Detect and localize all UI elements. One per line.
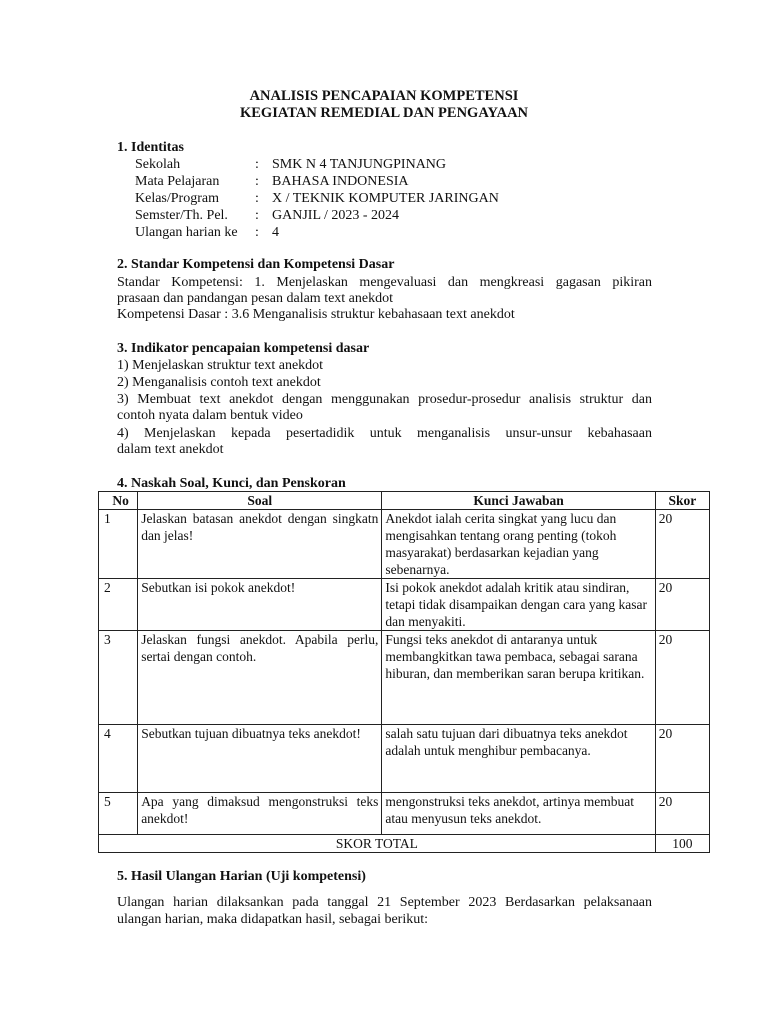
table-row: [99, 725, 710, 793]
table-row: [99, 579, 710, 631]
cell-skor: 20: [655, 510, 709, 579]
cell-soal: Sebutkan isi pokok anekdot!: [138, 579, 382, 631]
indicator-item-1: 1) Menjelaskan struktur text anekdot: [117, 358, 324, 373]
cell-no: 3: [99, 631, 138, 725]
results-paragraph-line-1: Ulangan harian dilaksankan pada tanggal 21 September 2023 Berdasarkan pelaksanaan: [117, 895, 652, 910]
standard-competency-line-1: Standar Kompetensi: 1. Menjelaskan mengevaluasi dan mengkreasi gagasan pikiran: [117, 275, 652, 290]
total-label: SKOR TOTAL: [99, 835, 656, 853]
total-value: 100: [655, 835, 709, 853]
section-5-heading: 5. Hasil Ulangan Harian (Uji kompetensi): [117, 869, 366, 884]
cell-skor: 20: [655, 631, 709, 725]
cell-no: 2: [99, 579, 138, 631]
results-paragraph-line-2: ulangan harian, maka didapatkan hasil, sebagai berikut:: [117, 912, 429, 927]
cell-no: 4: [99, 725, 138, 793]
identity-row-subject: [135, 173, 635, 190]
identity-colon: :: [255, 157, 259, 172]
identity-row-semester: [135, 207, 635, 224]
identity-label: Sekolah: [135, 157, 181, 172]
cell-kunci: Isi pokok anekdot adalah kritik atau sindiran, tetapi tidak disampaikan dengan cara yang kasar dan menyakiti.: [382, 579, 655, 631]
title-line-2: KEGIATAN REMEDIAL DAN PENGAYAAN: [239, 105, 529, 121]
total-row: [99, 835, 710, 853]
section-4-heading: 4. Naskah Soal, Kunci, dan Penskoran: [117, 476, 346, 491]
header-kunci: Kunci Jawaban: [382, 492, 655, 510]
header-skor: Skor: [655, 492, 709, 510]
cell-no: 5: [99, 793, 138, 835]
table-row: [99, 793, 710, 835]
cell-soal: Sebutkan tujuan dibuatnya teks anekdot!: [138, 725, 382, 793]
table-row: [99, 631, 710, 725]
cell-no: 1: [99, 510, 138, 579]
title-line-1: ANALISIS PENCAPAIAN KOMPETENSI: [249, 88, 519, 104]
indicator-item-2: 2) Menganalisis contoh text anekdot: [117, 375, 321, 390]
identity-value: BAHASA INDONESIA: [272, 174, 409, 189]
cell-skor: 20: [655, 579, 709, 631]
identity-row-school: [135, 156, 635, 173]
cell-kunci: salah satu tujuan dari dibuatnya teks anekdot adalah untuk menghibur pembacanya.: [382, 725, 655, 793]
header-soal: Soal: [138, 492, 382, 510]
indicator-item-4-line-2: dalam text anekdot: [117, 442, 224, 457]
cell-soal: Apa yang dimaksud mengonstruksi teks anekdot!: [138, 793, 382, 835]
identity-colon: :: [255, 225, 259, 240]
identity-colon: :: [255, 174, 259, 189]
section-2-heading: 2. Standar Kompetensi dan Kompetensi Dasar: [117, 257, 395, 272]
question-table: [98, 491, 710, 853]
table-header-row: [99, 492, 710, 510]
identity-value: 4: [272, 225, 279, 240]
cell-kunci: Anekdot ialah cerita singkat yang lucu dan mengisahkan tentang orang penting (tokoh masyarakat) berdasarkan kejadian yang sebenarnya.: [382, 510, 655, 579]
indicator-item-4-line-1: 4) Menjelaskan kepada pesertadidik untuk menganalisis unsur-unsur kebahasaan: [117, 426, 652, 441]
identity-colon: :: [255, 208, 259, 223]
identity-value: SMK N 4 TANJUNGPINANG: [272, 157, 447, 172]
cell-kunci: mengonstruksi teks anekdot, artinya membuat atau menyusun teks anekdot.: [382, 793, 655, 835]
section-3-heading: 3. Indikator pencapaian kompetensi dasar: [117, 341, 370, 356]
identity-label: Semster/Th. Pel.: [135, 208, 228, 223]
table-row: [99, 510, 710, 579]
cell-soal: Jelaskan fungsi anekdot. Apabila perlu, sertai dengan contoh.: [138, 631, 382, 725]
cell-kunci: Fungsi teks anekdot di antaranya untuk membangkitkan tawa pembaca, sebagai sarana hiburan, dan memberikan saran berupa kritikan.: [382, 631, 655, 725]
identity-row-test-number: [135, 224, 635, 241]
cell-skor: 20: [655, 725, 709, 793]
indicator-item-3-line-2: contoh nyata dalam bentuk video: [117, 408, 303, 423]
header-no: No: [99, 492, 138, 510]
identity-label: Kelas/Program: [135, 191, 219, 206]
identity-label: Mata Pelajaran: [135, 174, 220, 189]
identity-value: X / TEKNIK KOMPUTER JARINGAN: [272, 191, 499, 206]
identity-value: GANJIL / 2023 - 2024: [272, 208, 400, 223]
basic-competency: Kompetensi Dasar : 3.6 Menganalisis struktur kebahasaan text anekdot: [117, 307, 515, 322]
cell-skor: 20: [655, 793, 709, 835]
identity-colon: :: [255, 191, 259, 206]
standard-competency-line-2: prasaan dan pandangan pesan dalam text anekdot: [117, 291, 394, 306]
cell-soal: Jelaskan batasan anekdot dengan singkatn dan jelas!: [138, 510, 382, 579]
identity-row-class: [135, 190, 635, 207]
section-1-heading: 1. Identitas: [117, 140, 184, 155]
indicator-item-3-line-1: 3) Membuat text anekdot dengan menggunakan prosedur-prosedur analisis struktur dan: [117, 392, 652, 407]
identity-label: Ulangan harian ke: [135, 225, 238, 240]
